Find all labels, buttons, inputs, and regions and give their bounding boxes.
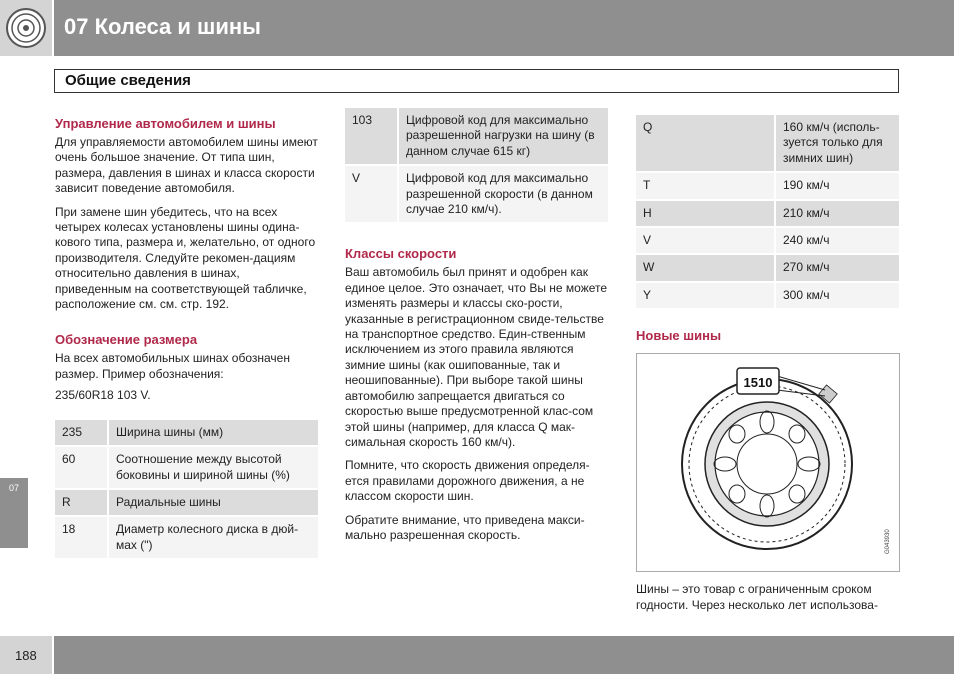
table-row: 60 Соотношение между высотой боковины и шириной шины (%) [55, 446, 318, 489]
header-bar [54, 0, 954, 56]
page-number: 188 [15, 648, 37, 663]
wheel-icon [0, 0, 52, 56]
paragraph: Обратите внимание, что приведена макси-мально разрешенная скорость. [345, 512, 585, 542]
table-row: T 190 км/ч [636, 172, 899, 199]
paragraph: Помните, что скорость движения определя-ется правилами дорожного движения, а не классом скорости шин. [345, 458, 590, 504]
chapter-number: 07 [9, 483, 20, 493]
footer-bar [54, 636, 954, 674]
table-row: H 210 км/ч [636, 200, 899, 227]
size-table [55, 420, 318, 560]
paragraph: Для управляемости автомобилем шины имеют очень большое значение. От типа шин, размера, давления в шинах и класса скорости зависит поведение автомобиля. [55, 135, 318, 196]
column-2 [345, 108, 608, 551]
heading-handling: Управление автомобилем и шины [55, 116, 276, 131]
table-row: V Цифровой код для максимально разрешенной скорости (в данном случае 210 км/ч). [345, 165, 608, 223]
speed-table [636, 115, 899, 310]
heading-speed-classes: Классы скорости [345, 246, 457, 262]
tyre-illustration [637, 354, 899, 571]
paragraph: При замене шин убедитесь, что на всех четырех колесах установлены шины одина-кового типа, размера и, желательно, от одного производителя. Следуйте рекомен-дациям относительно давления в шинах, приведенным на соответствующей табличке, расположение см. см. стр. 192. [55, 204, 316, 312]
dot-code-label: 1510 [743, 375, 773, 391]
heading-new-tyres: Новые шины [636, 328, 722, 344]
paragraph: Ваш автомобиль был принят и одобрен как единое целое. Это означает, что Вы не можете изменять размеры и классы ско-рости, указанные в регистрационном свиде-тельстве на транспортное средство. Един-ственным исключением из этого правила являются зимние шины (как ошипованные, так и неошипованные). При выборе такой шины автомобилю запрещается двигаться со скоростью выше предусмотренной клас-сом этой шины (например, для класса Q мак-симальная скорость 160 км/ч). [345, 265, 608, 449]
paragraph: На всех автомобильных шинах обозначен размер. Пример обозначения: [55, 351, 290, 381]
column-1 [55, 116, 318, 560]
header-icon-box [0, 0, 52, 56]
table-row: W 270 км/ч [636, 254, 899, 281]
page-title: 07 Колеса и шины [64, 14, 261, 39]
heading-size: Обозначение размера [55, 332, 198, 348]
tyre-figure [636, 353, 900, 572]
table-row: Q 160 км/ч (исполь-зуется только для зимних шин) [636, 115, 899, 172]
table-row: R Радиальные шины [55, 489, 318, 516]
paragraph: 235/60R18 103 V. [55, 388, 151, 403]
paragraph: Шины – это товар с ограниченным сроком годности. Через несколько лет использова- [636, 582, 878, 612]
table-row: 103 Цифровой код для максимально разрешенной нагрузки на шину (в данном случае 615 кг) [345, 108, 608, 165]
column-3 [636, 115, 899, 621]
figure-code: G043930 [885, 529, 891, 555]
chapter-tab [0, 478, 28, 548]
section-header [54, 69, 899, 93]
section-title: Общие сведения [65, 72, 191, 89]
table-row: 18 Диаметр колесного диска в дюй-мах (") [55, 516, 318, 559]
code-table [345, 108, 608, 224]
table-row: Y 300 км/ч [636, 282, 899, 309]
table-row: 235 Ширина шины (мм) [55, 420, 318, 446]
table-row: V 240 км/ч [636, 227, 899, 254]
footer-left [0, 636, 52, 674]
